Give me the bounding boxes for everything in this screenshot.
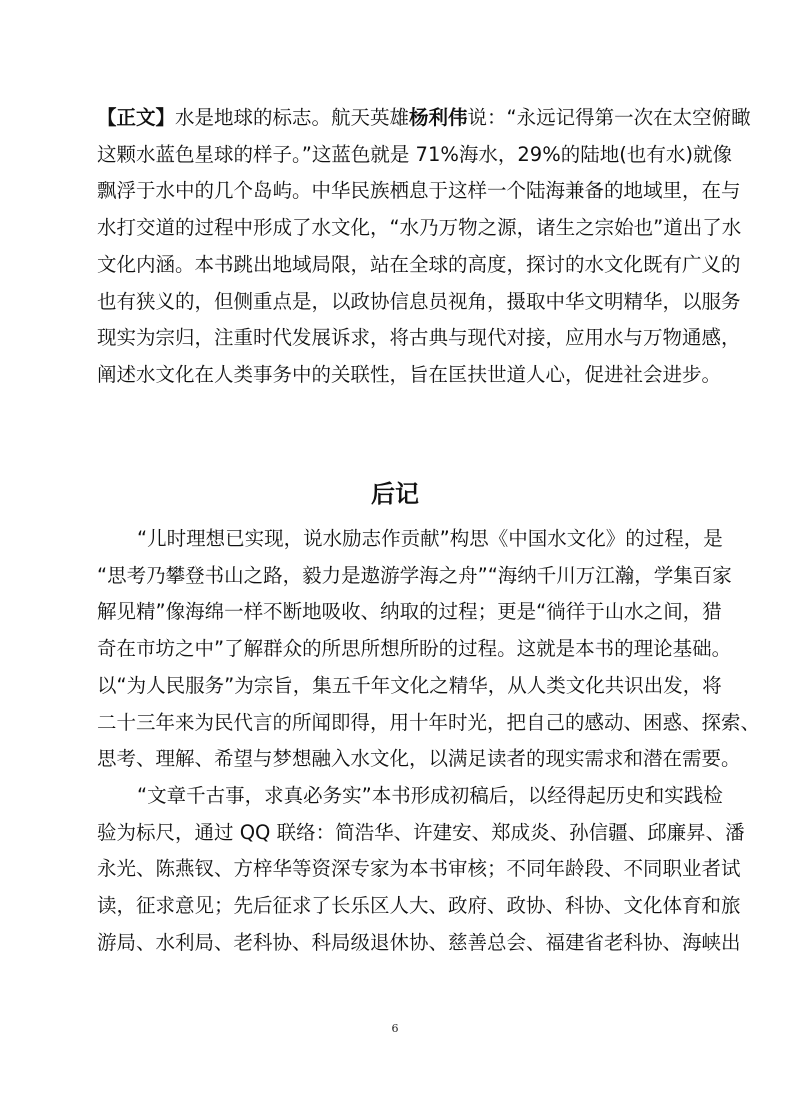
main-paragraph <box>97 100 751 394</box>
text-line: 永光、陈燕钗、方梓华等资深专家为本书审核；不同年龄段、不同职业者试 <box>97 857 741 881</box>
section-label: 【正文】 <box>97 106 176 129</box>
text-span: 水是地球的标志。航天英雄 <box>175 106 410 129</box>
text-line: 验为标尺，通过 QQ 联络：简浩华、许建安、郑成炎、孙信疆、邱廉昇、潘 <box>97 820 745 844</box>
text-line: 阐述水文化在人类事务中的关联性，旨在匡扶世道人心，促进社会进步。 <box>97 362 722 386</box>
text-line: 二十三年来为民代言的所闻即得，用十年时光，把自己的感动、困惑、探索、 <box>97 710 761 734</box>
text-line: 现实为宗归，注重时代发展诉求，将古典与现代对接，应用水与万物通感， <box>97 326 741 350</box>
text-span: 说：“永远记得第一次在太空俯瞰 <box>467 106 751 129</box>
text-line: 奇在市坊之中”了解群众的所思所想所盼的过程。这就是本书的理论基础。 <box>97 637 732 661</box>
afterword-paragraph-2 <box>97 778 745 962</box>
afterword-section <box>97 521 761 961</box>
text-line: 解见精”像海绵一样不断地吸收、纳取的过程；更是“徜徉于山水之间，猎 <box>97 600 722 624</box>
afterword-heading: 后记 <box>371 480 419 508</box>
text-line: 水打交道的过程中形成了水文化，“水乃万物之源，诸生之宗始也”道出了水 <box>97 216 742 240</box>
text-line: “儿时理想已实现，说水励志作贡献”构思《中国水文化》的过程，是 <box>137 527 723 550</box>
afterword-paragraph-1 <box>97 521 761 778</box>
text-line: 以“为人民服务”为宗旨，集五千年文化之精华，从人类文化共识出发，将 <box>97 673 722 697</box>
page-number: 6 <box>391 1022 399 1035</box>
text-line: “思考乃攀登书山之路，毅力是遨游学海之舟”“海纳千川万江瀚，学集百家 <box>97 563 732 587</box>
text-line: “文章千古事，求真必务实”本书形成初稿后，以经得起历史和实践检 <box>137 783 723 807</box>
main-text-section <box>97 100 751 394</box>
text-line: 飘浮于水中的几个岛屿。中华民族栖息于这样一个陆海兼备的地域里，在与 <box>97 179 741 203</box>
text-line: 思考、理解、希望与梦想融入水文化，以满足读者的现实需求和潜在需要。 <box>97 747 741 771</box>
text-line: 文化内涵。本书跳出地域局限，站在全球的高度，探讨的水文化既有广义的 <box>97 252 741 276</box>
person-name: 杨利伟 <box>409 106 468 129</box>
text-line <box>97 100 751 137</box>
text-line: 也有狭义的，但侧重点是，以政协信息员视角，摄取中华文明精华，以服务 <box>97 289 741 313</box>
text-line: 读，征求意见；先后征求了长乐区人大、政府、政协、科协、文化体育和旅 <box>97 894 741 918</box>
text-line: 这颗水蓝色星球的样子。”这蓝色就是 71%海水，29%的陆地(也有水)就像 <box>97 142 732 166</box>
text-line: 游局、水利局、老科协、科局级退休协、慈善总会、福建省老科协、海峡出 <box>97 930 741 954</box>
